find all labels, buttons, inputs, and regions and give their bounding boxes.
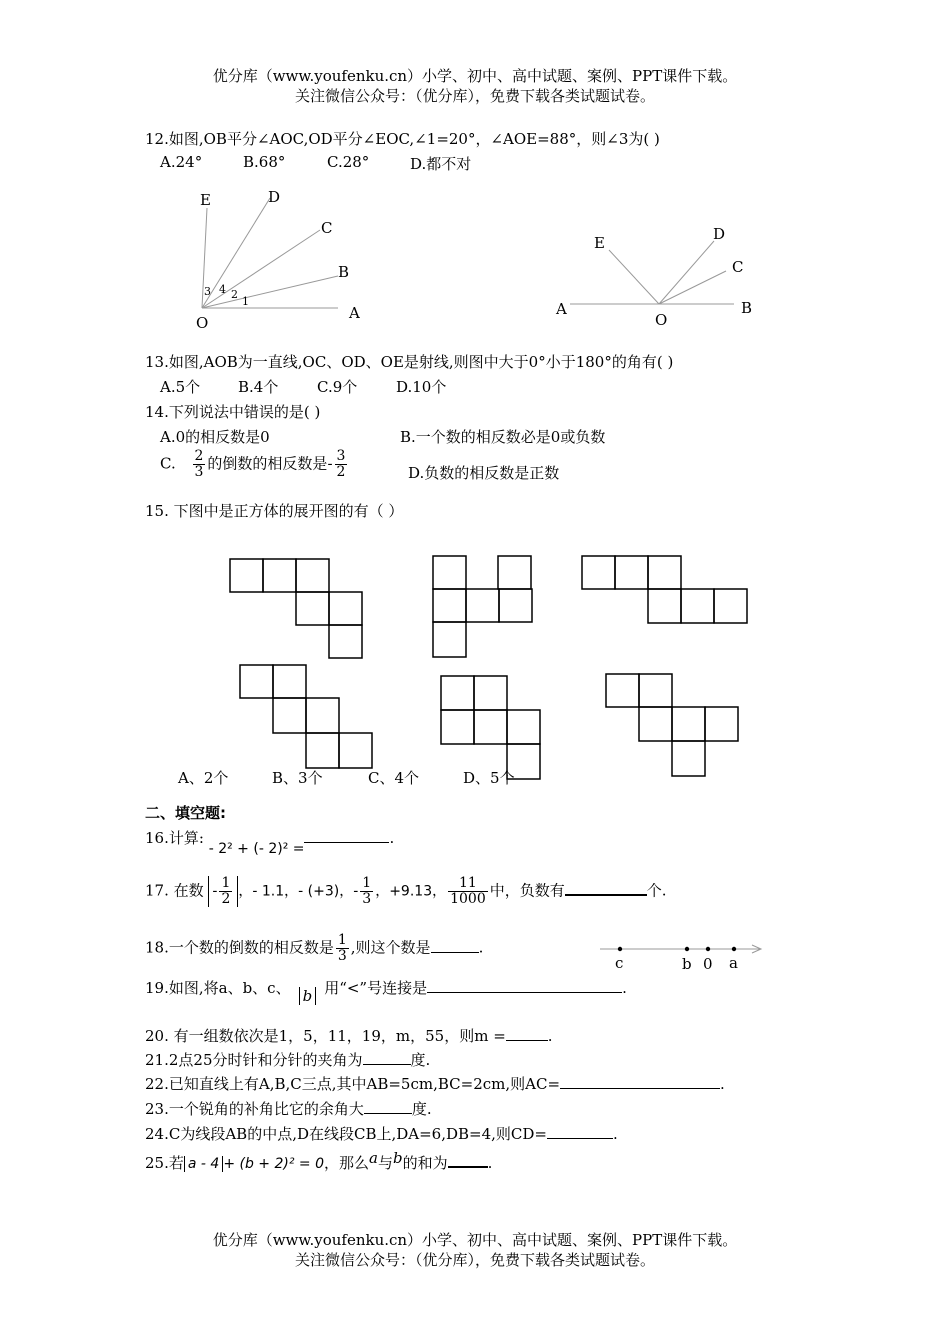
q14-c-fraction-2: $\frac{3}{2}$	[336, 448, 346, 480]
header-line-1: 优分库（www.youfenku.cn）小学、初中、高中试题、案例、PPT课件下载。	[212, 67, 738, 85]
q18-prefix: 18.一个数的倒数的相反数是	[145, 938, 334, 957]
ray-od	[659, 241, 714, 304]
net-6	[606, 674, 738, 776]
q18	[145, 933, 483, 964]
q12-angle-figure	[190, 180, 380, 335]
q12-option-d: D.都不对	[410, 155, 472, 173]
q18-mid: ,则这个数是	[350, 938, 431, 957]
footer-line-2: 关注微信公众号：（优分库），免费下载各类试题试卷。	[294, 1251, 655, 1269]
net-5	[441, 676, 540, 779]
q25-expression: + (b + 2)² = 0	[223, 1156, 324, 1172]
q17-fraction-11-1000: $\frac{11}{1000}$	[450, 875, 486, 907]
q19	[145, 977, 627, 1005]
q19-number-line	[598, 938, 768, 972]
q17-mid: 中，负数有	[489, 881, 565, 900]
q14-c-fraction-1: $\frac{2}{3}$	[194, 448, 204, 480]
q15-cube-nets	[220, 548, 760, 783]
q20-blank[interactable]	[506, 1026, 548, 1041]
q22	[145, 1073, 725, 1094]
angle-4: 4	[219, 283, 226, 296]
label-e: E	[594, 234, 605, 252]
ray-oc	[202, 230, 320, 308]
q22-suffix: .	[720, 1075, 725, 1093]
angle-2: 2	[231, 288, 238, 301]
q19-prefix: 19.如图,将a、b、c、	[145, 979, 291, 997]
q15-option-d: D、5个	[463, 769, 515, 787]
q24-text: 24.C为线段AB的中点,D在线段CB上,DA=6,DB=4,则CD=	[145, 1125, 547, 1143]
q13-option-b: B.4个	[238, 378, 279, 396]
label-e: E	[200, 191, 211, 209]
footer-line-1: 优分库（www.youfenku.cn）小学、初中、高中试题、案例、PPT课件下载。	[212, 1231, 738, 1249]
q15-option-b: B、3个	[272, 769, 323, 787]
q14-c-text: 的倒数的相反数是	[207, 454, 328, 473]
label-d: D	[268, 188, 281, 206]
label-o: O	[196, 314, 209, 332]
q12-option-a: A.24°	[160, 153, 203, 171]
label-b: B	[741, 299, 753, 317]
q13-option-c: C.9个	[317, 378, 358, 396]
q24	[145, 1123, 618, 1144]
q16-suffix: .	[389, 829, 395, 847]
q23	[145, 1098, 432, 1119]
label-0: 0	[703, 955, 713, 972]
q19-abs-b: b	[299, 987, 317, 1005]
label-b: b	[682, 955, 692, 972]
q16	[145, 827, 395, 857]
label-a: A	[556, 300, 567, 318]
q20-text: 20. 有一组数依次是1，5，11，19，m，55，则m =	[145, 1027, 506, 1045]
q17-blank[interactable]	[565, 880, 647, 896]
point-a	[732, 947, 736, 951]
q23-suffix: 度.	[411, 1100, 432, 1118]
q16-blank[interactable]	[304, 828, 389, 843]
q12-option-c: C.28°	[327, 153, 370, 171]
q17-suffix: 个.	[646, 881, 667, 900]
q21	[145, 1049, 430, 1070]
q25-mid-1: ，那么	[324, 1154, 370, 1172]
q25-suffix: 的和为	[402, 1154, 448, 1172]
q20	[145, 1025, 553, 1046]
q25-mid-2: 与	[377, 1154, 393, 1172]
angle-3: 3	[204, 285, 211, 298]
angle-1: 1	[242, 295, 249, 308]
q12-option-b: B.68°	[243, 153, 286, 171]
q24-suffix: .	[613, 1125, 618, 1143]
q19-blank[interactable]	[427, 978, 622, 993]
q22-text: 22.已知直线上有A,B,C三点,其中AB=5cm,BC=2cm,则AC=	[145, 1075, 561, 1093]
label-c: c	[615, 954, 624, 972]
q13-line-figure	[548, 220, 763, 332]
q19-mid: 用“<”号连接是	[324, 979, 428, 997]
q18-fraction: $\frac{1}{3}$	[337, 932, 347, 964]
q12-stem: 12.如图,OB平分∠AOC,OD平分∠EOC,∠1=20°，∠AOE=88°，则∠3为( )	[145, 130, 660, 148]
net-3	[582, 556, 747, 623]
q23-text: 23.一个锐角的补角比它的余角大	[145, 1100, 364, 1118]
header-line-2: 关注微信公众号：（优分库），免费下载各类试题试卷。	[294, 87, 655, 105]
q15-option-a: A、2个	[178, 769, 229, 787]
label-o: O	[655, 311, 668, 329]
q17-numbers-1: ，- 1.1，- (+3)，-	[238, 883, 359, 900]
ray-oc	[659, 271, 726, 304]
q17-abs-value: - $\frac{1}{2}$	[208, 876, 238, 907]
net-1	[230, 559, 362, 658]
point-0	[706, 947, 710, 951]
q13-option-d: D.10个	[396, 378, 447, 396]
q20-suffix: .	[547, 1027, 553, 1045]
section-2-title: 二、填空题:	[145, 804, 226, 822]
q21-blank[interactable]	[363, 1050, 411, 1065]
label-c: C	[321, 219, 333, 237]
q14-option-d: D.负数的相反数是正数	[408, 464, 560, 482]
label-a: A	[349, 304, 360, 322]
q25-blank[interactable]	[448, 1152, 488, 1168]
q21-suffix: 度.	[410, 1051, 431, 1069]
q17-numbers-2: ，+9.13，	[375, 883, 447, 900]
q25-prefix: 25.若	[145, 1154, 184, 1172]
q16-prefix: 16.计算:	[145, 829, 204, 847]
q25-var-a: a	[369, 1149, 378, 1167]
q24-blank[interactable]	[547, 1124, 613, 1139]
q14-stem: 14.下列说法中错误的是( )	[145, 403, 321, 421]
q25-abs-expression: a - 4	[184, 1156, 223, 1172]
q25-var-b: b	[392, 1149, 403, 1167]
label-b: B	[338, 263, 350, 281]
q14-c-prefix: C.	[160, 454, 176, 473]
q19-suffix: .	[622, 979, 627, 997]
q14-option-a: A.0的相反数是0	[160, 428, 270, 446]
q16-expression: - 2² + (- 2)² =	[208, 841, 305, 857]
q13-option-a: A.5个	[160, 378, 201, 396]
q14-option-b: B.一个数的相反数必是0或负数	[400, 428, 606, 446]
q13-stem: 13.如图,AOB为一直线,OC、OD、OE是射线,则图中大于0°小于180°的角有( )	[145, 353, 674, 371]
q17	[145, 876, 667, 907]
q17-prefix: 17. 在数	[145, 881, 204, 900]
q21-text: 21.2点25分时针和分针的夹角为	[145, 1051, 363, 1069]
q14-c-sign: -	[327, 454, 333, 473]
q15-stem: 15. 下图中是正方体的展开图的有（ ）	[145, 502, 404, 520]
q15-option-c: C、4个	[368, 769, 420, 787]
label-c: C	[732, 258, 744, 276]
q17-fraction-1-3: $\frac{1}{3}$	[362, 875, 372, 907]
net-4	[240, 665, 372, 768]
label-a: a	[729, 954, 738, 972]
point-b	[685, 947, 689, 951]
q14-option-c	[160, 449, 349, 480]
q25	[145, 1149, 493, 1173]
net-2	[433, 556, 532, 657]
q25-end: .	[487, 1154, 493, 1172]
q18-suffix: .	[478, 938, 484, 957]
label-d: D	[713, 225, 726, 243]
q18-blank[interactable]	[431, 938, 479, 953]
q23-blank[interactable]	[364, 1099, 412, 1114]
point-c	[618, 947, 622, 951]
q22-blank[interactable]	[560, 1074, 720, 1089]
ray-oe	[609, 250, 659, 304]
